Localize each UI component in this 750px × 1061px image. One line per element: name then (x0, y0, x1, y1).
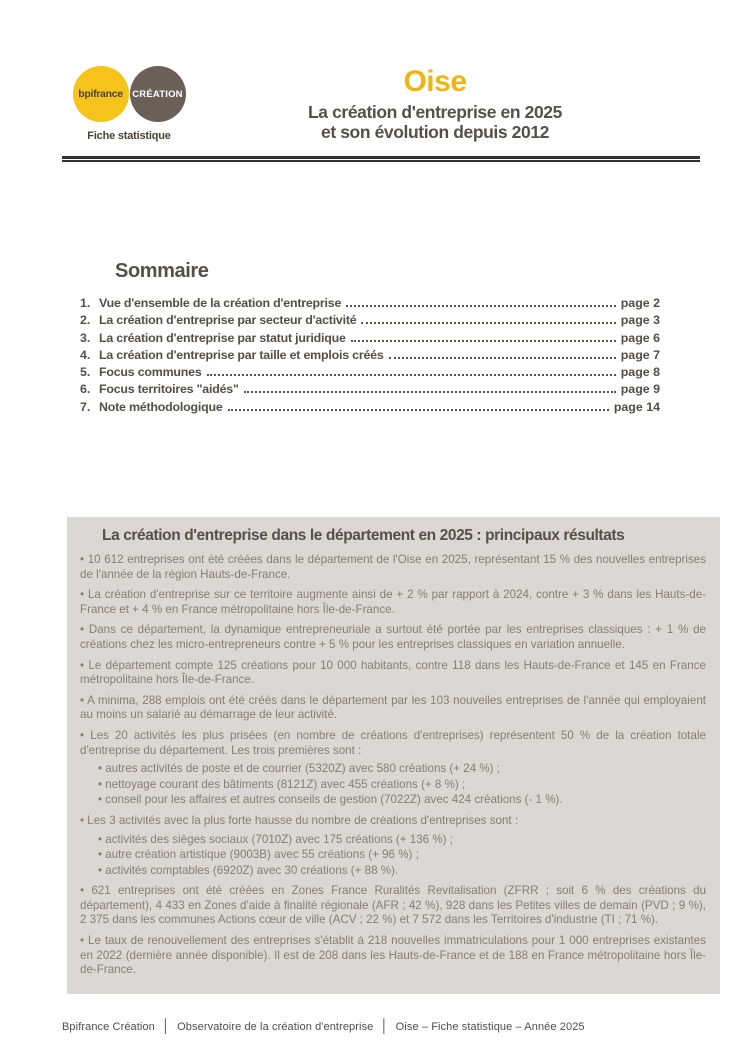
toc-item-label: Vue d'ensemble de la création d'entreprise (99, 296, 342, 310)
footer-separator: │ (161, 1018, 171, 1033)
subtitle-line-1: La création d'entreprise en 2025 (308, 102, 562, 122)
key-results-box (67, 517, 720, 994)
logo-caption: Fiche statistique (87, 130, 171, 142)
footer-publisher: Bpifrance Création (62, 1021, 155, 1033)
page-title: Oise (403, 65, 467, 98)
result-paragraph-creations: • 10 612 entreprises ont été créées dans le département de l'Oise en 2025, représentant 15 % des nouvelles entreprises de l'année de la région Hauts-de-France. (80, 553, 706, 582)
table-of-contents (80, 260, 660, 416)
sublist-item: • conseil pour les affaires et autres conseils de gestion (7022Z) avec 424 créations (- 1 %). (98, 793, 706, 808)
toc-item-page: page 8 (620, 365, 660, 380)
toc-item-number: 5. (80, 365, 91, 380)
toc-leader-dots (351, 340, 616, 342)
toc-leader-dots (389, 357, 616, 359)
toc-item-1[interactable] (80, 295, 660, 312)
toc-item-label: La création d'entreprise par secteur d'activité (99, 313, 357, 328)
result-paragraph-zones: • 621 entreprises ont été créées en Zones France Ruralités Revitalisation (ZFRR ; soit 6 % des créations du département), 4 433 en Zones d'aide à finalité régionale (AFR ; 42 %), 928 dans les Petites villes de demain (PVD ; 9 %), 2 375 dans les communes Actions cœur de ville (ACV ; 22 %) et 7 572 dans les Territoires d'industrie (TI ; 71 %). (80, 884, 706, 928)
creation-logo-circle (130, 66, 186, 122)
subtitle-line-2: et son évolution depuis 2012 (320, 122, 550, 142)
footer-observatoire: Observatoire de la création d'entreprise (177, 1021, 374, 1033)
footer-separator: │ (380, 1018, 389, 1033)
toc-item-label: La création d'entreprise par statut juridique (99, 330, 346, 345)
footer-document-info: Oise – Fiche statistique – Année 2025 (395, 1021, 585, 1033)
toc-item-label: Focus communes (99, 365, 202, 380)
result-paragraph-densite: • Le département compte 125 créations pour 10 000 habitants, contre 118 dans les Hauts-de-France et 145 en France métropolitaine hors Île-de-France. (80, 659, 706, 688)
result-paragraph-evolution: • La création d'entreprise sur ce territoire augmente ainsi de + 2 % par rapport à 2024, contre + 3 % dans les Hauts-de-France et + 4 % en France métropolitaine hors Île-de-France. (80, 588, 706, 617)
toc-item-number: 2. (80, 313, 91, 328)
brand-logo (64, 66, 194, 142)
results-title: La création d'entreprise dans le département en 2025 : principaux résultats (102, 527, 625, 544)
top-activites-sublist (98, 762, 706, 808)
result-paragraph-dynamique: • Dans ce département, la dynamique entrepreneuriale a surtout été portée par les entreprises classiques : + 1 % de créations chez les micro-entrepreneurs contre + 5 % pour les entreprises classiques en variation annuelle. (80, 623, 706, 652)
header-divider (62, 156, 700, 162)
title-block (200, 66, 670, 142)
result-paragraph-emplois: • A minima, 288 emplois ont été créés dans le département par les 103 nouvelles entreprises de l'année qui employaient au moins un salarié au démarrage de leur activité. (80, 694, 706, 723)
sublist-item: • activités des sièges sociaux (7010Z) avec 175 créations (+ 136 %) ; (98, 833, 706, 848)
result-paragraph-top-activites: • Les 20 activités les plus prisées (en nombre de créations d'entreprises) représentent 50 % de la création totale d'entreprise du département. Les trois premières sont : (80, 729, 706, 758)
bpifrance-logo-circle (73, 66, 129, 122)
hausse-activites-sublist (98, 833, 706, 879)
result-paragraph-renouvellement: • Le taux de renouvellement des entreprises s'établit à 218 nouvelles immatriculations pour 1 000 entreprises existantes en 2022 (dernière année disponible). Il est de 208 dans les Hauts-de-France et de 188 en France métropolitaine hors Île-de-France. (80, 934, 706, 978)
toc-item-7[interactable] (80, 399, 660, 416)
toc-item-page: page 9 (620, 382, 660, 397)
toc-item-3[interactable] (80, 330, 660, 347)
toc-item-5[interactable] (80, 364, 660, 381)
toc-item-2[interactable] (80, 312, 660, 329)
sublist-item: • nettoyage courant des bâtiments (8121Z) avec 455 créations (+ 8 %) ; (98, 778, 706, 793)
toc-item-page: page 3 (620, 313, 660, 328)
toc-item-page: page 2 (620, 296, 660, 310)
toc-leader-dots (346, 305, 616, 307)
toc-leader-dots (361, 322, 615, 324)
logo-circles (64, 66, 194, 122)
sublist-item: • autre création artistique (9003B) avec 55 créations (+ 96 %) ; (98, 848, 706, 863)
toc-item-number: 1. (80, 296, 91, 310)
toc-item-number: 7. (80, 399, 91, 414)
creation-logo-text: CRÉATION (132, 88, 183, 100)
toc-title: Sommaire (115, 260, 209, 282)
result-paragraph-hausse-activites: • Les 3 activités avec la plus forte hausse du nombre de créations d'entreprises sont : (80, 814, 706, 829)
toc-item-label: Note méthodologique (99, 399, 223, 414)
toc-leader-dots (207, 374, 616, 376)
toc-item-number: 4. (80, 347, 91, 362)
toc-item-label: Focus territoires "aidés" (99, 382, 239, 397)
bpifrance-logo-text: bpifrance (78, 88, 123, 100)
toc-item-page: page 14 (613, 399, 660, 414)
toc-item-6[interactable] (80, 381, 660, 398)
toc-leader-dots (244, 391, 616, 393)
toc-item-number: 6. (80, 382, 91, 397)
toc-item-number: 3. (80, 330, 91, 345)
toc-item-4[interactable] (80, 347, 660, 364)
toc-leader-dots (228, 409, 609, 411)
page-subtitle (200, 102, 670, 142)
toc-item-label: La création d'entreprise par taille et emplois créés (99, 347, 384, 362)
sublist-item: • activités comptables (6920Z) avec 30 créations (+ 88 %). (98, 864, 706, 879)
toc-item-page: page 6 (620, 330, 660, 345)
page-footer (62, 1018, 710, 1033)
sublist-item: • autres activités de poste et de courrier (5320Z) avec 580 créations (+ 24 %) ; (98, 762, 706, 777)
toc-item-page: page 7 (620, 347, 660, 362)
